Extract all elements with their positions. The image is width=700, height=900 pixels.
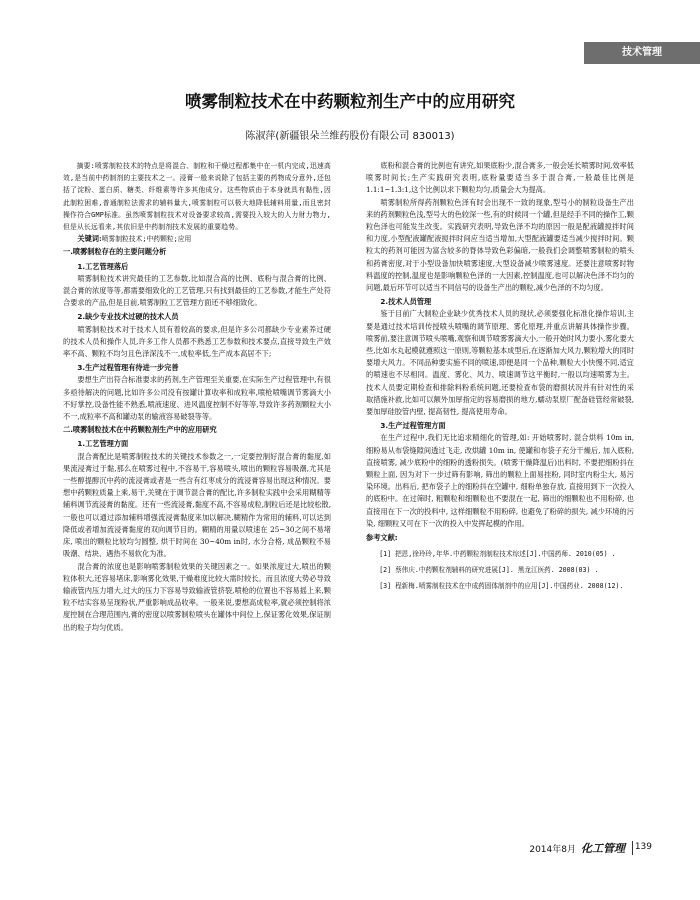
body-paragraph: 鉴于目前广大制粒企业缺少优秀技术人员的现状,必须要强化标准化操作培训,主要是通过技术培训传授喷头喷嘴的调节原理、雾化原理,并重点讲解具体操作步骤。喷雾前,要注意调节喷头喷嘴,观察和调节喷雾雾滴大小,一般开始时风力要小,雾化要大些,比如水丸起模就遵照这一原则,等颗粒基本成型后,在逐渐加大风力,颗粒增大的同时要增大风力。不同品种要实施不同的喷速,即便是同一个品种,颗粒大小快慢不同,适宜的喷速也不尽相同。温度、雾化、风力、喷速调节这平衡时,一般以均速喷雾为主。技术人员要定期检查和排除料粉系统问题,还要检查布袋的磨损状况并有针对性的采取措施补救,比如可以额外加厚指定的容易磨损的地方,蠕动泵原厂配备硅管经常破裂, 要加厚硅胶管内壁, 提高韧性, 提高使用寿命。 bbox=[366, 309, 634, 417]
subsection-heading: 1.工艺管理方面 bbox=[77, 439, 129, 449]
section-heading: 二.喷雾制粒技术在中药颗粒剂生产中的应用研究 bbox=[63, 425, 217, 435]
footer-magazine: 化工管理 bbox=[581, 842, 625, 855]
body-paragraph: 喷雾制粒技术讲究最佳的工艺参数,比如混合高的比例、底粉与混合膏的比例、混合膏的浓度等等,都需要细致化的工艺管理,只有找到最佳的工艺参数,才能生产处符合要求的产品,但是目前,喷雾制粒工艺管理方面还不够细致化。 bbox=[63, 273, 331, 308]
body-paragraph: 混合膏的浓度也是影响喷雾制粒效果的关键因素之一。如果浓度过大,喷出的颗粒体积大,还容易堵床,影响雾化效果,干燥难度比较大需时较长。而且浓度大势必导致输液管内压力增大,过大的压力下容易导致输液管挤裂,喷枪的位置也不容易摇上来,颗粒不结实容易呈现粉状,严重影响成品收率。一般来说,要想高成粒率,就必须控制将浓度控制在合理范围内,膏的密度以喷雾制粒喷头在罐体中间位上,保证雾化效果,保证制出的粒子均匀优质。 bbox=[63, 561, 331, 632]
subsection-heading: 2.技术人员管理 bbox=[380, 297, 432, 307]
article-title: 喷雾制粒技术在中药颗粒剂生产中的应用研究 bbox=[185, 92, 515, 111]
body-paragraph: 在生产过程中,我们无比追求精细化的管理,如: 开始喷雾时, 混合烘料 10m in, 细粉易从布袋缝隙间透过飞走, 改烘罐 10m in, 使罐和布袋子充分干燥后, 加入底粉, 直接喷雾, 减少底粉中的细粉的透粉损失。(喷雾干燥降温后)出料时, 不要把细粉抖在颗粒上面, 因为对下一步过筛有影响, 筛出的颗粒上面易挂粉, 同时室内粉尘大, 易污染环境。出料后, 把布袋子上的细粉抖在空罐中, 细粉单独存放, 直接用到下一次投入的底粉中。在过筛时, 粗颗粒和细颗粒也不要混在一起, 筛出的细颗粒也不用粉碎, 也直接用在下一次的投料中, 这样细颗粒不用粉碎, 也避免了粉碎的损失, 减少环境的污染, 细颗粒又可在下一次的投入中发挥起模的作用。 bbox=[366, 433, 634, 528]
subsection-heading: 3.生产过程管理有待进一步完善 bbox=[77, 363, 179, 373]
section-heading: 一.喷雾制粒存在的主要问题分析 bbox=[63, 247, 167, 257]
references-heading: 参考文献: bbox=[366, 533, 398, 543]
subsection-heading: 3.生产过程管理方面 bbox=[380, 421, 446, 431]
reference-item: [1] 把恩,徐玲玲,年华.中药颗粒剂制粒技术综述[J].中国药师. 2010(05) . bbox=[379, 550, 616, 559]
body-paragraph: 混合膏配比是喷雾制粒技术的关键技术参数之一,一定要控制好混合膏的黏度,如果流浸膏过于黏,那么在喷雾过程中,不容易干,容易喷头,喷出的颗粒容易吸潮,尤其是一些醇提醇沉中药的流浸膏或者是一些含有红枣成分的流浸膏容易出现这种情况。要想中药颗粒质量上乘,易干,关键在于调节混合膏的配比,许多制粒实践中会采用糊精等辅料调节流浸膏的黏度。还有一些流浸膏,黏度不高,不容易成粒,制粒后还是比较松散,一般也可以通过添加辅料增强流浸膏黏度来加以解决,糊精作为常用的辅料,可以达到降低或者增加流浸膏黏度的双向调节目的。糊精的用量以喷速在 25~30之间不易堵床, 喷出的颗粒比较均匀圆整, 烘干时间在 30~40m in时, 水分合格, 成品颗粒不易吸潮、结块、遇热不易软化为准。 bbox=[63, 451, 331, 559]
left-column bbox=[63, 160, 331, 634]
abstract: 摘要:喷雾制粒技术的特点是将混合、制粒和干燥过程都集中在一机内完成,迅速高效,是当前中药制剂的主要技术之一。浸膏一般来说除了包括主要的药物成分意外,还包括了淀粉、蛋白质、糖类、纤维素等许多其他成分。这些物质由于本身就具有黏性,因此制粒困难,普通制粒法需求的辅料量大,喷雾制粒可以极大地降低辅料用量,而且密封操作符合GMP标准。虽然喷雾制粒技术对设备要求较高,需要投入较大的人力财力物力,但是从长远看来,其依旧是中药制剂技术发展的重要趋势。 bbox=[63, 162, 331, 232]
right-column bbox=[366, 160, 634, 592]
keywords bbox=[63, 233, 331, 245]
section-tab: 技术管理 bbox=[584, 42, 700, 64]
page-footer bbox=[0, 840, 700, 860]
footer-divider bbox=[632, 841, 633, 855]
keywords-label: 关键词: bbox=[77, 234, 102, 244]
body-paragraph: 底粉和混合膏的比例也有讲究,如果底粉少,混合膏多,一般会延长喷雾时间,效率低喷雾时间长;生产实践研究表明,底粉量要适当多于混合膏,一般最佳比例是 1.1:1~1.3:1,这个比例以求下颗粒均匀,质量会大为提高。 bbox=[366, 161, 634, 195]
keywords-value: 喷雾制粒技术;中药颗粒;应用 bbox=[101, 235, 192, 244]
reference-item: [2] 蔡伟庆.中药颗粒剂辅料的研究进展[J]. 黑龙江医药. 2008(03) . bbox=[379, 566, 599, 575]
page-number: 139 bbox=[634, 842, 652, 852]
body-paragraph: 喷雾制粒所得药剂颗粒色泽有时会出现不一致的现象,型号小的制粒设备生产出来的药剂颗粒色浅,型号大的色较深一些,有的时候同一个罐,但是经手不同的操作工,颗粒色泽也可能发生改变。实践研究表明,导致色泽不均的原因一般是配液罐搅拌时间和力度,小型配液罐配液搅拌时间应当适当增加,大型配液罐要适当减少搅拌时间。颗粒太的药剂可能因为富含较多的脊体导致色彩偏暗,一般我们会调整喷雾制粒的喷头和药膏密度,对于小型设备加快喷雾速度,大型设备减少喷雾速度。还要注意喷雾时物料温度的控制,温度也是影响颗粒色泽的一大因素,控制温度,也可以解决色泽不均匀的问题,最后环节可以适当不同信号的设备生产出的颗粒,减少色泽的不均匀度。 bbox=[366, 197, 634, 293]
subsection-heading: 1.工艺管理落后 bbox=[77, 261, 129, 271]
body-paragraph: 要想生产出符合标准要求的药剂,生产管理至关重要,在实际生产过程管理中,有很多亟待解决的问题,比如许多公司没有按罐计算收率和成粒率,喷枪喷嘴调节雾滴大小不好掌控,设备性能不熟悉,喷液速度、进风温度控制不好等等,导致许多药剂颗粒大小不一,成粒率不高和罐动泵的输液容易破裂等等。 bbox=[63, 375, 331, 422]
footer-date: 2014年8月 bbox=[529, 845, 576, 855]
body-paragraph: 喷雾制粒技术对于技术人员有着较高的要求,但是许多公司都缺少专业素养过硬的技术人员和操作人员,许多工作人员都不熟悉工艺参数和技术要点,直接导致生产效率不高、颗粒不均匀且色泽深浅不一,成粒率低,生产成本高居不下; bbox=[63, 324, 331, 359]
reference-item: [3] 程新梅.喷雾制粒技术在中成药固体制剂中的应用[J].中国药业. 2008(12). bbox=[379, 582, 624, 591]
subsection-heading: 2.缺少专业技术过硬的技术人员 bbox=[77, 312, 179, 322]
article-author: 陈淑萍(新疆银朵兰维药股份有限公司 830013) bbox=[245, 131, 455, 142]
